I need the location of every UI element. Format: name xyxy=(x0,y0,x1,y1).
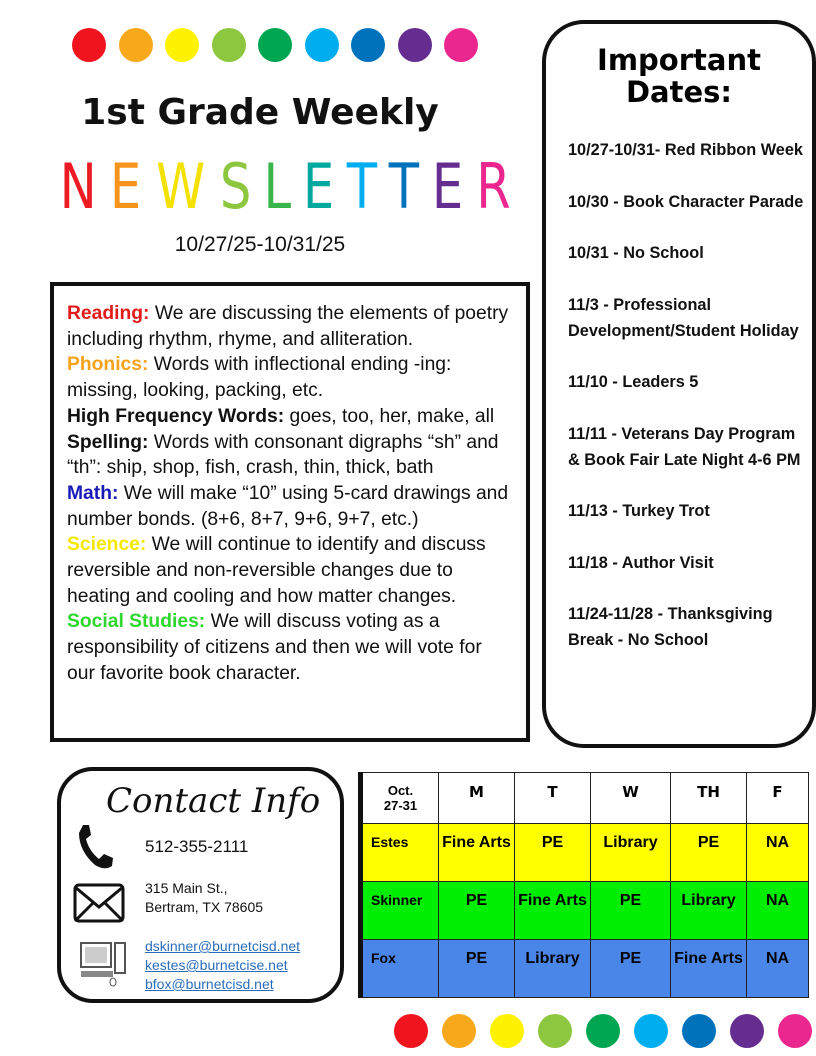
subject-label: Social Studies: xyxy=(67,611,206,633)
color-dot xyxy=(119,28,153,62)
newsletter-heading xyxy=(55,150,515,223)
subject-label: Math: xyxy=(67,482,119,504)
curriculum-box xyxy=(50,282,530,742)
color-dot xyxy=(212,28,246,62)
date-range: 10/27/25-10/31/25 xyxy=(174,233,346,256)
schedule-cell: PE xyxy=(515,824,591,882)
color-dot xyxy=(398,28,432,62)
curriculum-item xyxy=(67,430,514,481)
curriculum-item xyxy=(67,352,514,403)
email-link[interactable]: kestes@burnetcise.net xyxy=(145,957,288,973)
color-dot xyxy=(165,28,199,62)
schedule-cell: Library xyxy=(515,940,591,998)
schedule-cell: PE xyxy=(439,882,515,940)
color-dot xyxy=(778,1014,812,1048)
contact-title: Contact Info xyxy=(106,781,321,821)
email-link[interactable]: bfox@burnetcisd.net xyxy=(145,976,274,992)
color-dot xyxy=(490,1014,524,1048)
color-dot xyxy=(538,1014,572,1048)
important-dates-title: Important Dates: xyxy=(597,43,761,109)
subject-text: Words with inflectional ending -ing: missing, looking, packing, etc. xyxy=(67,354,452,402)
schedule-cell: NA xyxy=(747,940,809,998)
phone-icon xyxy=(75,823,115,871)
day-header: F xyxy=(747,773,809,824)
subject-text: goes, too, her, make, all xyxy=(284,405,495,427)
address-line-2: Bertram, TX 78605 xyxy=(145,899,264,915)
subject-label: Reading: xyxy=(67,303,150,324)
teacher-name: Skinner xyxy=(361,882,439,940)
subject-text: Words with consonant digraphs “sh” and “th”: ship, shop, fish, crash, thin, thick, bath xyxy=(67,431,499,479)
date-item: 11/18 - Author Visit xyxy=(568,553,714,572)
curriculum-item xyxy=(67,609,514,686)
schedule-cell: PE xyxy=(591,882,671,940)
newsletter-letter: T xyxy=(389,150,420,223)
date-item: 10/31 - No School xyxy=(568,244,704,263)
schedule-cell: PE xyxy=(591,940,671,998)
schedule-cell: NA xyxy=(747,882,809,940)
newsletter-letter: E xyxy=(109,150,142,223)
color-dot xyxy=(72,28,106,62)
day-header: M xyxy=(439,773,515,824)
subject-label: Science: xyxy=(67,534,147,556)
date-item: 11/24-11/28 - Thanksgiving Break - No School xyxy=(568,605,773,650)
newsletter-letter: N xyxy=(59,150,97,223)
subject-label: Phonics: xyxy=(67,354,149,376)
newsletter-letter: L xyxy=(263,150,291,223)
table-header-row xyxy=(361,773,809,824)
contact-info-panel xyxy=(57,767,344,1003)
day-header: TH xyxy=(671,773,747,824)
schedule-cell: Library xyxy=(591,824,671,882)
schedule-cell: PE xyxy=(671,824,747,882)
specials-schedule-table xyxy=(358,772,809,998)
subject-text: We will discuss voting as a responsibility of citizens and then we will vote for our favorite book character. xyxy=(67,611,482,684)
schedule-cell: Fine Arts xyxy=(439,824,515,882)
week-days: 27-31 xyxy=(383,798,418,813)
color-dot xyxy=(258,28,292,62)
color-dot xyxy=(586,1014,620,1048)
table-row xyxy=(361,940,809,998)
envelope-icon xyxy=(73,883,125,923)
color-dot xyxy=(351,28,385,62)
newsletter-letter: T xyxy=(346,150,378,223)
date-item: 10/27-10/31- Red Ribbon Week xyxy=(568,141,803,159)
page-title: 1st Grade Weekly xyxy=(81,92,439,133)
teacher-name: Estes xyxy=(361,824,439,882)
color-dot xyxy=(682,1014,716,1048)
computer-icon xyxy=(79,939,129,987)
color-dot xyxy=(730,1014,764,1048)
curriculum-item xyxy=(67,301,514,352)
date-item: 11/11 - Veterans Day Program & Book Fair Late Night 4-6 PM xyxy=(568,424,801,469)
subject-text: We will continue to identify and discuss reversible and non-reversible changes due to heating and cooling and how matter changes. xyxy=(67,534,486,607)
newsletter-letter: W xyxy=(156,150,206,223)
color-dot xyxy=(394,1014,428,1048)
newsletter-letter: E xyxy=(431,150,464,223)
date-item: 11/3 - Professional Development/Student Holiday xyxy=(568,295,799,340)
schedule-cell: Fine Arts xyxy=(671,940,747,998)
week-month: Oct. xyxy=(387,783,414,798)
day-header: W xyxy=(591,773,671,824)
schedule-cell: PE xyxy=(439,940,515,998)
address-line-1: 315 Main St., xyxy=(145,880,228,896)
teacher-name: Fox xyxy=(361,940,439,998)
table-row xyxy=(361,882,809,940)
table-row xyxy=(361,824,809,882)
important-dates-panel xyxy=(542,20,816,748)
subject-label: Spelling: xyxy=(67,431,149,453)
date-item: 11/10 - Leaders 5 xyxy=(568,373,699,392)
newsletter-letter: E xyxy=(302,150,335,223)
date-item: 11/13 - Turkey Trot xyxy=(568,502,710,521)
newsletter-letter: S xyxy=(219,150,252,223)
newsletter-letter: R xyxy=(476,150,511,223)
subject-text: We are discussing the elements of poetry including rhythm, rhyme, and alliteration. xyxy=(67,303,509,350)
email-link[interactable]: dskinner@burnetcisd.net xyxy=(145,938,301,954)
color-dot xyxy=(634,1014,668,1048)
subject-label: High Frequency Words: xyxy=(67,405,285,427)
week-cell xyxy=(361,773,439,824)
schedule-cell: Fine Arts xyxy=(515,882,591,940)
day-header: T xyxy=(515,773,591,824)
curriculum-item xyxy=(67,532,514,609)
subject-text: We will make “10” using 5-card drawings and number bonds. (8+6, 8+7, 9+6, 9+7, etc.) xyxy=(67,482,509,530)
curriculum-item xyxy=(67,481,514,532)
schedule-cell: NA xyxy=(747,824,809,882)
color-dot xyxy=(305,28,339,62)
phone-number: 512-355-2111 xyxy=(145,837,249,856)
color-dot xyxy=(444,28,478,62)
date-item: 10/30 - Book Character Parade xyxy=(568,192,804,211)
color-dot xyxy=(442,1014,476,1048)
curriculum-item xyxy=(67,404,514,430)
schedule-cell: Library xyxy=(671,882,747,940)
